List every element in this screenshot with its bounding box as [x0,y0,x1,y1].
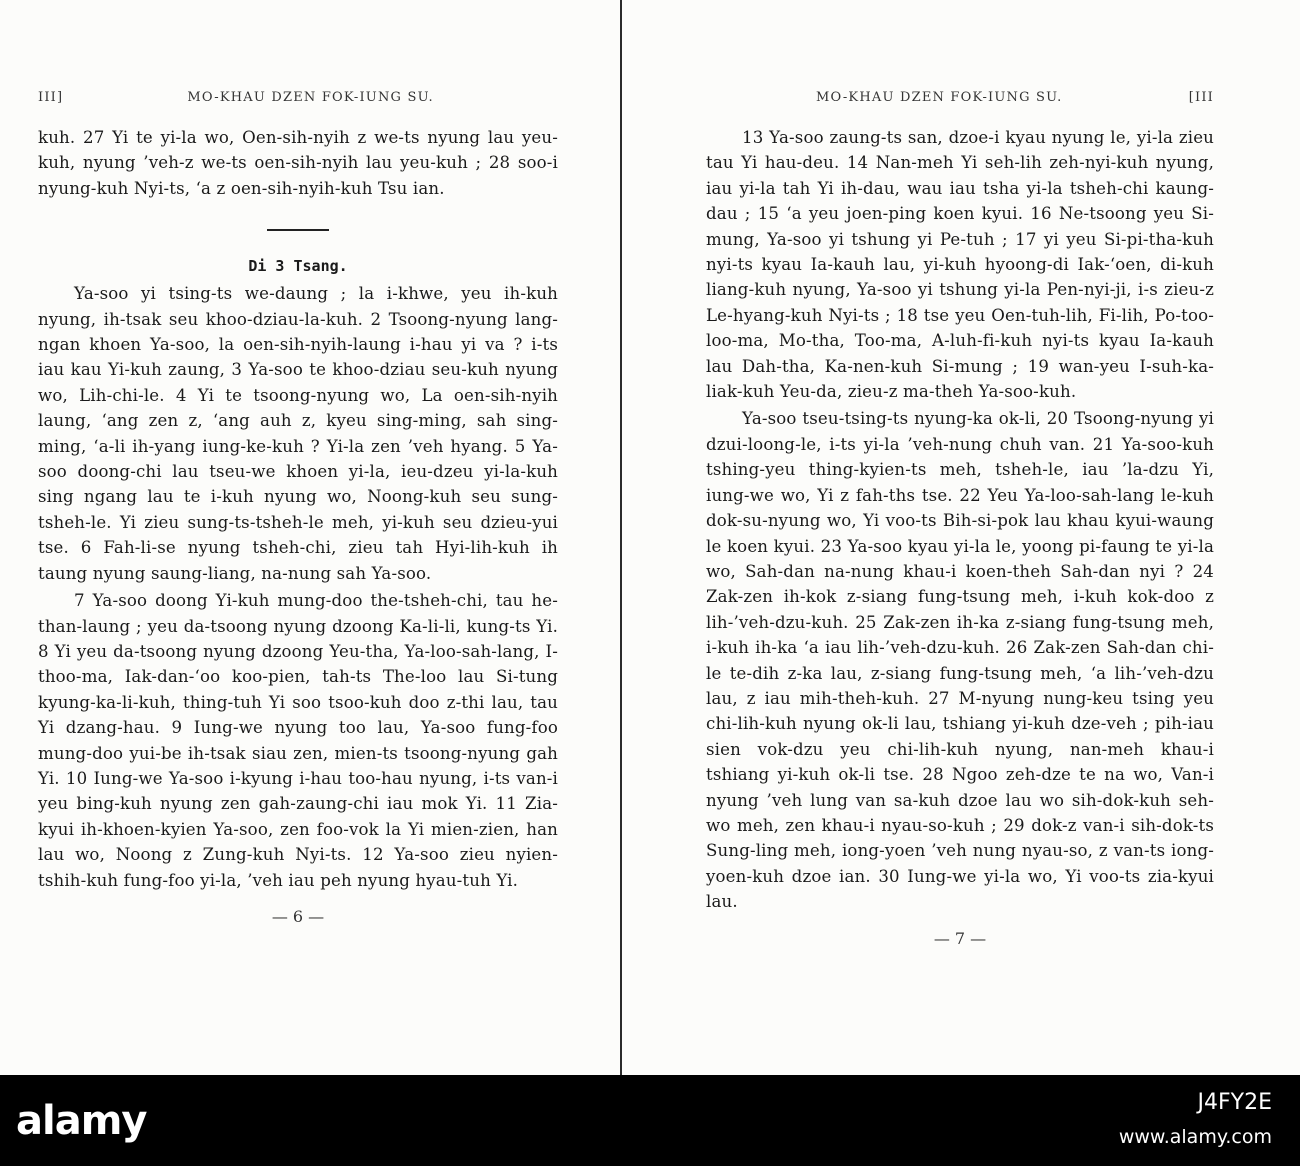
left-intro-text: kuh. 27 Yi te yi-la wo, Oen-sih-nyih z we-ts nyung lau yeu-kuh, nyung ’veh-z we-ts oen-sih-nyih lau yeu-kuh ; 28 soo-i nyung-kuh Nyi-ts, ‘a z oen-sih-nyih-kuh Tsu ian. [38,128,558,198]
watermark-url: www.alamy.com [1118,1126,1272,1148]
left-running-title: MO-KHAU DZEN FOK-IUNG SU. [187,90,434,105]
left-paragraph-1: Ya-soo yi tsing-ts we-daung ; la i-khwe, yeu ih-kuh nyung, ih-tsak seu khoo-dziau-la-kuh. 2 Tsoong-nyung lang-ngan khoen Ya-soo, la oen-sih-nyih-laung i-hau yi va ? i-ts iau kau Yi-kuh zaung, 3 Ya-soo te khoo-dziau seu-kuh nyung wo, Lih-chi-le. 4 Yi te tsoong-nyung wo, La oen-sih-nyih laung, ‘ang zen z, ‘ang auh z, kyeu sing-ming, sah sing-ming, ‘a-li ih-yang iung-ke-kuh ? Yi-la zen ’veh hyang. 5 Ya-soo doong-chi lau tseu-we khoen yi-la, ieu-dzeu yi-la-kuh sing ngang lau te i-kuh nyung wo, Noong-kuh seu sung-tsheh-le. Yi zieu sung-ts-tsheh-le meh, yi-kuh seu dzieu-yui tse. 6 Fah-li-se nyung tsheh-chi, zieu tah Hyi-lih-kuh ih taung nyung saung-liang, na-nung sah Ya-soo. [38,284,558,583]
left-page [38,90,558,926]
right-running-title: MO-KHAU DZEN FOK-IUNG SU. [816,90,1063,105]
left-page-number: — 6 — [271,906,325,926]
right-running-head [706,90,1214,105]
image-reference [1119,1086,1272,1154]
watermark-banner [0,1075,1300,1166]
right-page [706,90,1214,948]
right-section-number: [III [1188,90,1214,105]
right-paragraph-2: Ya-soo tseu-tsing-ts nyung-ka ok-li, 20 Tsoong-nyung yi dzui-loong-le, i-ts yi-la ’veh-nung chuh van. 21 Ya-soo-kuh tshing-yeu thing-kyien-ts meh, tsheh-le, iau ’la-dzu Yi, iung-we wo, Yi z fah-ths tse. 22 Yeu Ya-loo-sah-lang le-kuh dok-su-nyung wo, Yi voo-ts Bih-si-pok lau khau kyui-waung le koen kyui. 23 Ya-soo kyau yi-la le, yoong pi-faung te yi-la wo, Sah-dan na-nung khau-i koen-theh Sah-dan nyi ? 24 Zak-zen ih-kok z-siang fung-tsung meh, i-kuh kok-doo z lih-’veh-dzu-kuh. 25 Zak-zen ih-ka z-siang fung-tsung meh, i-kuh ih-ka ‘a iau lih-’veh-dzu-kuh. 26 Zak-zen Sah-dan chi-le te-dih z-ka lau, z-siang fung-tsung meh, ‘a lih-’veh-dzu lau, z iau mih-theh-kuh. 27 M-nyung nung-keu tsing yeu chi-lih-kuh nyung ok-li lau, tshiang yi-kuh dze-veh ; pih-iau sien vok-dzu yeu chi-lih-kuh nyung, nan-meh khau-i tshiang yi-kuh ok-li tse. 28 Ngoo zeh-dze te na wo, Van-i nyung ’veh lung van sa-kuh dzoe lau wo sih-dok-kuh seh-wo meh, zen khau-i nyau-so-kuh ; 29 dok-z van-i sih-dok-ts Sung-ling meh, iong-yoen ’veh nung nyau-so, z van-ts iong-yoen-kuh dzoe ian. 30 Iung-we yi-la wo, Yi voo-ts zia-kyui lau. [706,409,1214,912]
right-paragraph-1: 13 Ya-soo zaung-ts san, dzoe-i kyau nyung le, yi-la zieu tau Yi hau-deu. 14 Nan-meh Yi seh-lih zeh-nyi-kuh nyung, iau yi-la tah Yi ih-dau, wau iau tsha yi-la tsheh-chi kaung-dau ; 15 ‘a yeu joen-ping koen kyui. 16 Ne-tsoong yeu Si-mung, Ya-soo yi tshung yi Pe-tuh ; 17 yi yeu Si-pi-tha-kuh nyi-ts kyau Ia-kauh lau, yi-kuh hyoong-di Iak-‘oen, di-kuh liang-kuh nyung, Ya-soo yi tshung yi-la Pen-nyi-ji, i-s zieu-z Le-hyang-kuh Nyi-ts ; 18 tse yeu Oen-tuh-lih, Fi-lih, Po-too-loo-ma, Mo-tha, Too-ma, A-luh-fi-kuh nyi-ts kyau Ia-kauh lau Dah-tha, Ka-nen-kuh Si-mung ; 19 wan-yeu I-suh-ka-liak-kuh Yeu-da, zieu-z ma-theh Ya-soo-kuh. [706,128,1214,402]
right-page-number: — 7 — [933,928,987,948]
left-paragraph-2: 7 Ya-soo doong Yi-kuh mung-doo the-tsheh-chi, tau he-than-laung ; yeu da-tsoong nyung dzoong Ka-li-li, kung-ts Yi. 8 Yi yeu da-tsoong nyung dzoong Yeu-tha, Ya-loo-sah-lang, I-thoo-ma, Iak-dan-‘oo koo-pien, tah-ts The-loo lau Si-tung kyung-ka-li-kuh, thing-tuh Yi soo tsoo-kuh doo z-thi lau, tau Yi dzang-hau. 9 Iung-we nyung too lau, Ya-soo fung-foo mung-doo yui-be ih-tsak siau zen, mien-ts tsoong-nyung gah Yi. 10 Iung-we Ya-soo i-kyung i-hau too-hau nyung, i-ts van-i yeu bing-kuh nyung zen gah-zaung-chi iau mok Yi. 11 Zia-kyui ih-khoen-kyien Ya-soo, zen foo-vok la Yi mien-zien, han lau wo, Noong z Zung-kuh Nyi-ts. 12 Ya-soo zieu nyien-tshih-kuh fung-foo yi-la, ’veh iau peh nyung hyau-tuh Yi. [38,591,558,890]
left-running-head [38,90,558,105]
left-section-number: III] [38,90,64,105]
section-divider [267,229,329,231]
book-gutter [620,0,622,1075]
chapter-heading: Di 3 Tsang. [248,257,348,276]
alamy-logo: alamy [16,1098,147,1144]
image-id: J4FY2E [1197,1090,1272,1115]
